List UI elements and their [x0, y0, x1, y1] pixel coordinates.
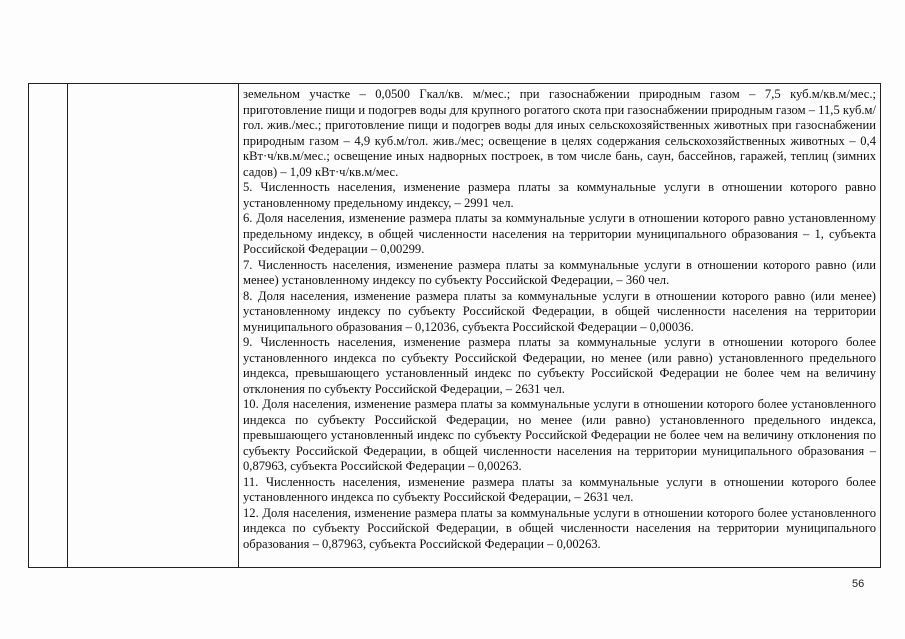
- paragraph-item-8: 8. Доля населения, изменение размера платы за коммунальные услуги в отношении которого равно (или менее) установленному индексу по субъекту Российской Федерации, в общей численности населения на территории муниципального образования – 0,12036, субъекта Российской Федерации – 0,00036.: [243, 288, 876, 334]
- paragraph-item-7: 7. Численность населения, изменение размера платы за коммунальные услуги в отношении которого равно (или менее) установленному индексу по субъекту Российской Федерации, – 360 чел.: [243, 257, 876, 287]
- paragraph-item-6: 6. Доля населения, изменение размера платы за коммунальные услуги в отношении которого равно установленному предельному индексу, в общей численности населения на территории муниципального образования – 1, субъекта Российской Федерации – 0,00299.: [243, 211, 876, 256]
- paragraph-item-9: 9. Численность населения, изменение размера платы за коммунальные услуги в отношении которого более установленного индекса по субъекту Российской Федерации, но менее (или равно) установленного предельного индекса, превышающего установленный индекс по субъекту Российской Федерации не более чем на величину отклонения по субъекту Российской Федерации, – 2631 чел.: [243, 335, 876, 396]
- paragraph-item-5: 5. Численность населения, изменение размера платы за коммунальные услуги в отношении которого равно установленному предельному индексу, – 2991 чел.: [243, 180, 876, 210]
- document-table: [28, 83, 881, 568]
- table-cell-number: [29, 84, 68, 568]
- table-cell-title: [68, 84, 239, 568]
- table-row: [29, 84, 881, 568]
- paragraph-item-12: 12. Доля населения, изменение размера платы за коммунальные услуги в отношении которого более установленного индекса по субъекту Российской Федерации, в общей численности населения на территории муниципального образования – 0,87963, субъекта Российской Федерации – 0,00263.: [243, 505, 876, 551]
- page-number: 56: [852, 578, 865, 590]
- table-cell-content: [239, 84, 881, 568]
- paragraph-item-10: 10. Доля населения, изменение размера платы за коммунальные услуги в отношении которого более установленного индекса по субъекту Российской Федерации, но менее (или равно) установленного предельного индекса, превышающего установленный индекс по субъекту Российской Федерации не более чем на величину отклонения по субъекту Российской Федерации, в общей численности населения на территории муниципального образования – 0,87963, субъекта Российской Федерации – 0,00263.: [243, 397, 876, 473]
- paragraph-item-11: 11. Численность населения, изменение размера платы за коммунальные услуги в отношении которого более установленного индекса по субъекту Российской Федерации, – 2631 чел.: [243, 474, 876, 504]
- paragraph-continuation: земельном участке – 0,0500 Гкал/кв. м/мес.; при газоснабжении природным газом – 7,5 куб.м/кв.м/мес.; приготовление пищи и подогрев воды для крупного рогатого скота при газоснабжении природным газом – 11,5 куб.м/гол. жив./мес.; приготовление пищи и подогрев воды для иных сельскохозяйственных животных при газоснабжении природным газом – 4,9 куб.м/гол. жив./мес; освещение в целях содержания сельскохозяйственных животных – 0,4 кВт·ч/кв.м/мес.; освещение иных надворных построек, в том числе бань, саун, бассейнов, гаражей, теплиц (зимних садов) – 1,09 кВт·ч/кв.м/мес.: [243, 87, 876, 179]
